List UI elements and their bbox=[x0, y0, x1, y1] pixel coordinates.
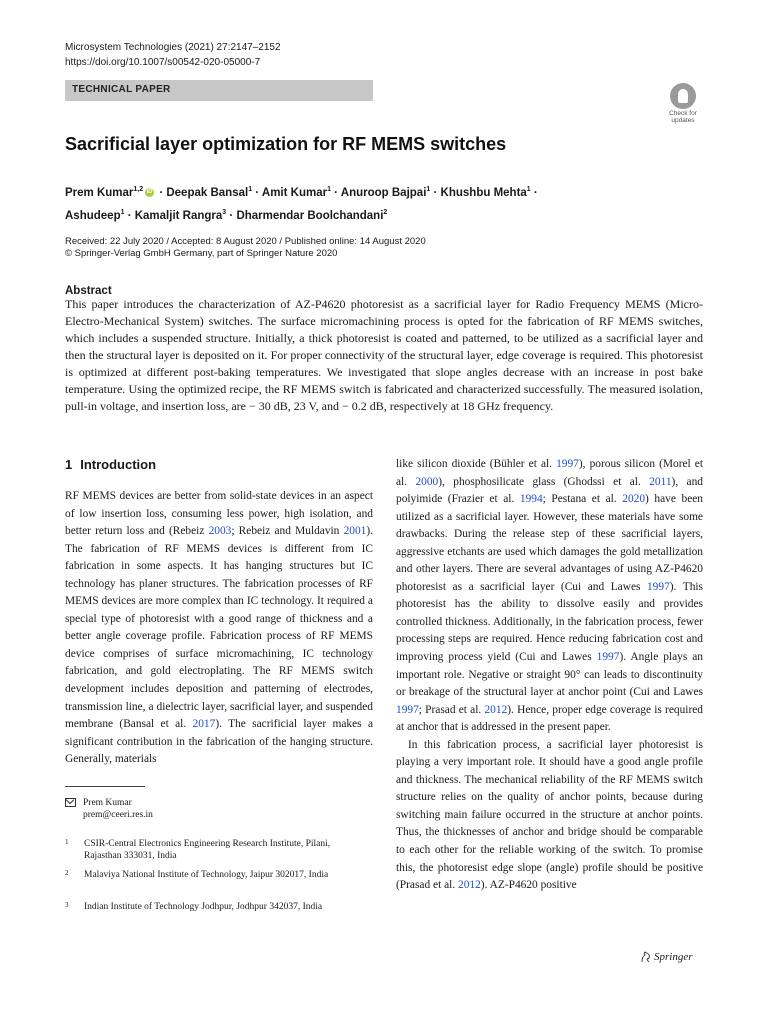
author-affiliation-marker: 1,2 bbox=[133, 186, 144, 193]
footnote-divider bbox=[65, 786, 145, 787]
author-name: Kamaljit Rangra bbox=[134, 209, 223, 222]
author-name: Khushbu Mehta bbox=[440, 186, 527, 199]
citation-link[interactable]: 2012 bbox=[484, 703, 508, 716]
author-name: Anuroop Bajpai bbox=[340, 186, 427, 199]
copyright-line: © Springer-Verlag GmbH Germany, part of Springer Nature 2020 bbox=[65, 248, 338, 259]
contact-email[interactable]: prem@ceeri.res.in bbox=[83, 810, 153, 820]
author-name: Amit Kumar bbox=[261, 186, 328, 199]
author-affiliation-marker: 1 bbox=[426, 186, 431, 193]
affiliation-number: 3 bbox=[65, 901, 69, 909]
citation-link[interactable]: 2001 bbox=[343, 525, 367, 538]
abstract-text: This paper introduces the characterization of AZ-P4620 photoresist as a sacrificial layer for Radio Frequency MEMS (Micro-Electro-Mechanical System) switches. The surface micromachining process is opted for the fabrication of RF MEMS switches, which includes a suspended structure. Initially, a thick photoresist is coated and patterned, to be utilized as a sacrificial layer and then the structural layer is deposited on it. For proper connectivity of the structural layer, edge coverage is required. This photoresist is optimized at different post-baking temperatures. We investigated that slope angles decrease with an increase in post bake temperature. Using the optimized recipe, the RF MEMS switch is fabricated and characterized successfully. The measured isolation, pull-in voltage, and insertion loss, are − 30 dB, 23 V, and − 0.2 dB, respectively at 18 GHz frequency. bbox=[65, 297, 703, 413]
publisher-name: Springer bbox=[654, 951, 693, 963]
affiliation-number: 2 bbox=[65, 869, 69, 877]
citation-link[interactable]: 1997 bbox=[556, 458, 579, 470]
author-affiliation-marker: 1 bbox=[248, 186, 253, 193]
author-name: Ashudeep bbox=[65, 209, 121, 222]
paper-title: Sacrificial layer optimization for RF MEMS switches bbox=[65, 134, 507, 154]
intro-column-left bbox=[65, 488, 373, 769]
doi-link[interactable]: https://doi.org/10.1007/s00542-020-05000-7 bbox=[65, 57, 261, 68]
orcid-icon[interactable]: iD bbox=[146, 189, 153, 196]
journal-header bbox=[65, 40, 281, 70]
author-affiliation-marker: 1 bbox=[526, 186, 531, 193]
springer-horse-icon bbox=[640, 951, 651, 963]
contact-name: Prem Kumar bbox=[83, 798, 132, 808]
bookmark-icon bbox=[670, 83, 696, 109]
check-for-updates-badge[interactable] bbox=[662, 83, 704, 124]
article-type-bar bbox=[65, 80, 373, 101]
citation-link[interactable]: 2020 bbox=[622, 493, 646, 506]
affiliation-3 bbox=[65, 901, 365, 913]
article-type-label: TECHNICAL PAPER bbox=[72, 84, 171, 95]
author-affiliation-marker: 1 bbox=[327, 186, 331, 193]
publisher-logo bbox=[640, 951, 693, 963]
author-name: Prem Kumar bbox=[65, 186, 134, 199]
citation-link[interactable]: 1997 bbox=[646, 580, 670, 593]
intro-paragraph-1: RF MEMS devices are better from solid-state devices in an aspect of low insertion loss, consuming less power, high isolation, and better return loss and (Rebeiz 2003; Rebeiz and Muldavin 2001). The fabrication of RF MEMS devices is different from IC fabrication in some aspects. It has hanging structures but IC technology has planer structures. The fabrication processes of RF MEMS devices are more complex than IC technology. It required a special type of photoresist with a good range of thickness and a better angle coverage profile. Fabrication process of RF MEMS device comprises of surface micromachining, IC technology fabrication, and gold electroplating. The RF MEMS switch development includes deposition and patterning of electrodes, transmission line, a dielectric layer, sacrificial layer, and suspended membrane (Bansal et al. 2017). The sacrificial layer makes a significant contribution in the fabrication of the hanging structure. Generally, materials bbox=[65, 490, 373, 766]
author-separator: · bbox=[252, 186, 262, 199]
author-affiliation-marker: 2 bbox=[383, 208, 388, 216]
author-separator: · bbox=[430, 186, 441, 199]
author-list bbox=[65, 180, 705, 226]
citation-link[interactable]: 1997 bbox=[396, 703, 419, 716]
affiliation-text: Indian Institute of Technology Jodhpur, Jodhpur 342037, India bbox=[84, 902, 323, 912]
affiliation-number: 1 bbox=[65, 838, 69, 846]
abstract-heading: Abstract bbox=[65, 285, 112, 297]
intro-column-right bbox=[396, 456, 703, 895]
author-separator: · bbox=[226, 209, 237, 222]
received-accepted-line: Received: 22 July 2020 / Accepted: 8 August 2020 / Published online: 14 August 2020 bbox=[65, 236, 426, 247]
author-affiliation-marker: 3 bbox=[222, 208, 227, 216]
corresponding-author bbox=[65, 797, 153, 821]
citation-link[interactable]: 2012 bbox=[458, 879, 481, 892]
section-title: Introduction bbox=[80, 457, 157, 472]
citation-link[interactable]: 2003 bbox=[208, 525, 232, 538]
affiliation-2 bbox=[65, 869, 365, 881]
publication-dates bbox=[65, 236, 426, 260]
envelope-icon bbox=[65, 798, 76, 807]
section-heading-introduction bbox=[65, 457, 164, 472]
author-separator: · bbox=[530, 186, 538, 199]
citation-link[interactable]: 1994 bbox=[519, 493, 543, 506]
section-number: 1 bbox=[65, 457, 73, 472]
affiliation-1 bbox=[65, 838, 365, 862]
intro-paragraph-3: In this fabrication process, a sacrificial layer photoresist is playing a very important role. It should have a good angle profile and thickness. The mechanical reliability of the RF MEMS switch structure relies on the quality of anchor points, because during switching main failure occurred in the structure at anchor points. Thus, the thicknesses of anchor and bridge should be comparable to each other for the reliable working of the switch. To promise this, the photoresist edge slope (angle) profile should be positive (Prasad et al. 2012). AZ-P4620 positive bbox=[396, 738, 703, 892]
author-separator: · bbox=[156, 186, 167, 199]
author-separator: · bbox=[124, 209, 135, 222]
citation-link[interactable]: 1997 bbox=[596, 651, 620, 664]
author-separator: · bbox=[330, 186, 341, 199]
author-affiliation-marker: 1 bbox=[120, 208, 125, 216]
citation-link[interactable]: 2011 bbox=[649, 475, 672, 488]
check-for-updates-label: Check for updates bbox=[669, 110, 697, 124]
author-name: Deepak Bansal bbox=[166, 186, 249, 199]
citation-link[interactable]: 2000 bbox=[415, 475, 439, 488]
journal-citation: Microsystem Technologies (2021) 27:2147–2152 bbox=[65, 42, 281, 53]
affiliation-text: CSIR-Central Electronics Engineering Research Institute, Pilani, Rajasthan 333031, India bbox=[84, 839, 331, 861]
author-name: Dharmendar Boolchandani bbox=[236, 209, 384, 222]
affiliation-text: Malaviya National Institute of Technology, Jaipur 302017, India bbox=[84, 870, 329, 880]
intro-paragraph-2: like silicon dioxide (Bühler et al. 1997), porous silicon (Morel et al. 2000), phosphosilicate glass (Ghodssi et al. 2011), and polyimide (Frazier et al. 1994; Pestana et al. 2020) have been utilized as a sacrificial layer. However, these materials have some drawbacks. During the release step of these sacrificial layers, aggressive etchants are used which damages the gold metallization and other layers. There are several advantages of using AZ-P4620 photoresist as a sacrificial layer (Cui and Lawes 1997). This photoresist has the ability to dissolve easily and provides controlled thickness. Additionally, in the fabrication process, fewer processing steps are required. Hence reducing fabrication cost and improving process yield (Cui and Lawes 1997). Angle plays an important role. Negative or straight 90° can leads to discontinuity or breakage of the structural layer at anchor point (Cui and Lawes 1997; Prasad et al. 2012). Hence, proper edge coverage is required at anchor that is addressed in the present paper. bbox=[396, 458, 704, 734]
citation-link[interactable]: 2017 bbox=[192, 718, 216, 731]
